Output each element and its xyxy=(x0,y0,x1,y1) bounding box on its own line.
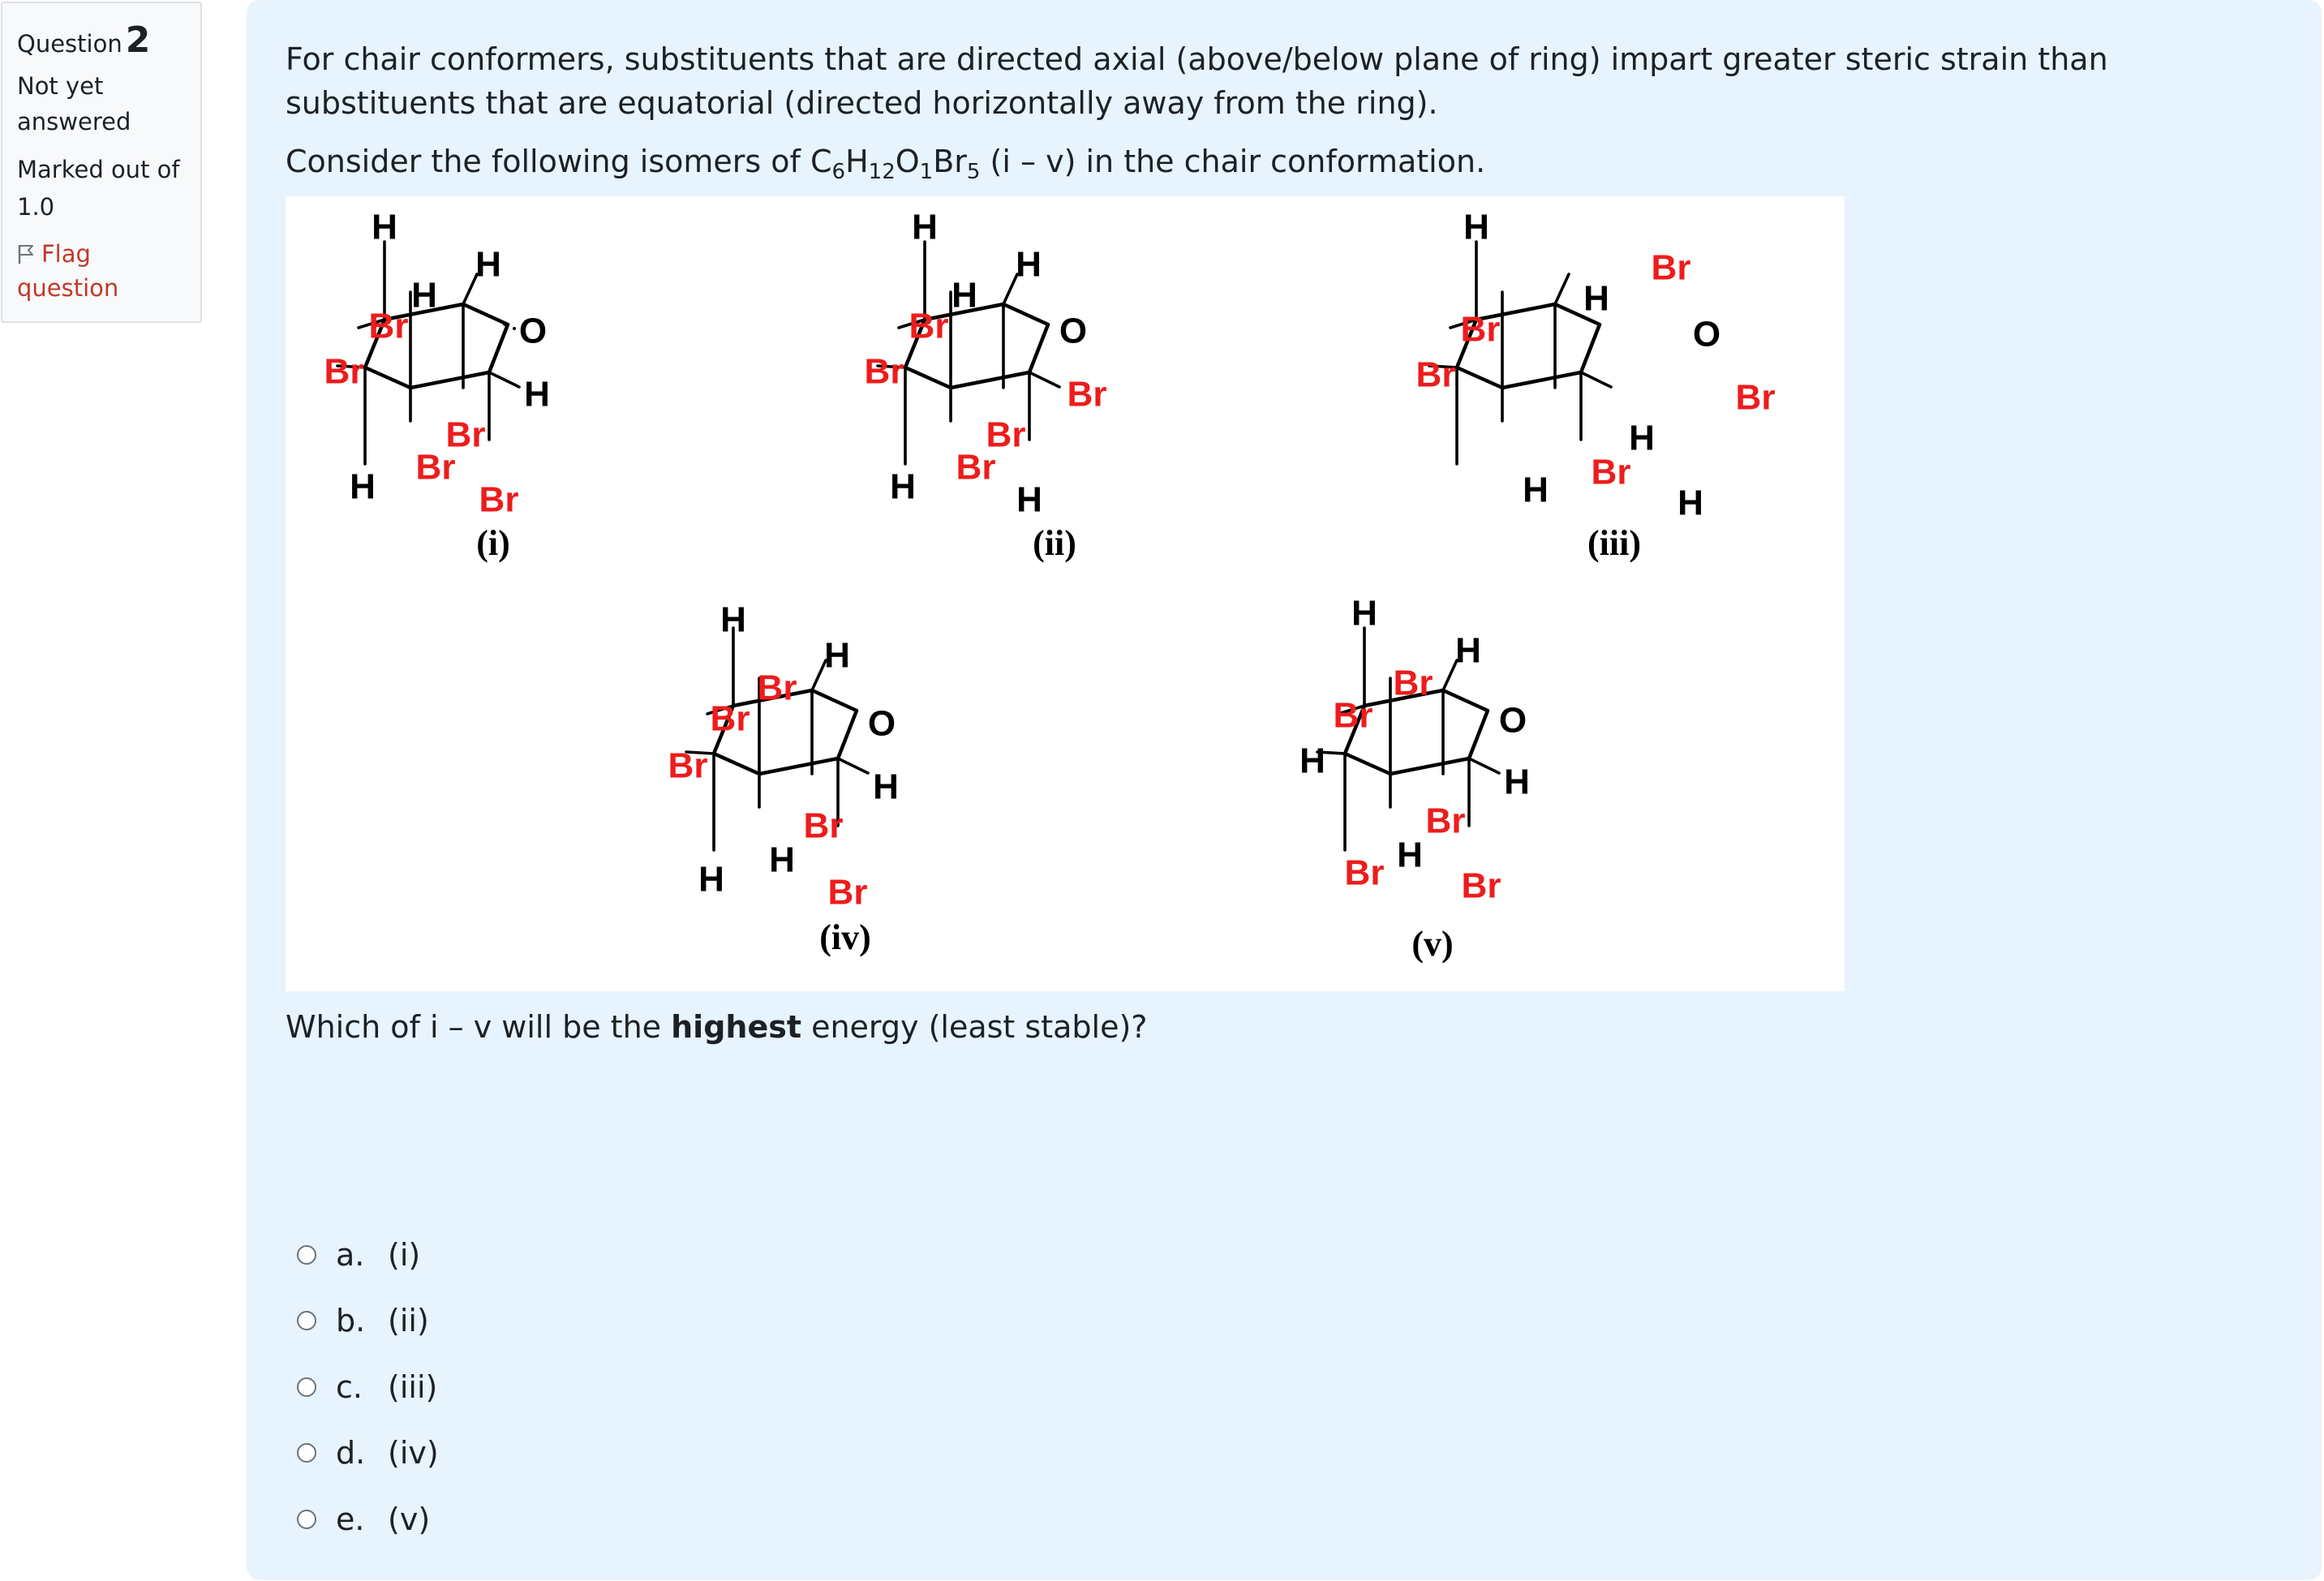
iv-atom-h-bottom: H xyxy=(698,859,724,900)
answer-text-c: (iii) xyxy=(388,1368,438,1405)
state-line-1: Not yet xyxy=(17,72,104,100)
chair-conformers-drawing xyxy=(286,196,1845,991)
flag-icon xyxy=(17,243,35,264)
iv-atom-h-upper: H xyxy=(824,635,850,676)
v-atom-br-4: Br xyxy=(1461,866,1501,906)
iii-atom-h-mid: H xyxy=(1629,418,1655,458)
iii-atom-o: O xyxy=(1692,314,1721,354)
iv-atom-br-top: Br xyxy=(757,668,797,708)
question-state xyxy=(17,68,186,140)
answer-letter-d: d. xyxy=(336,1435,366,1471)
iii-atom-br-1: Br xyxy=(1460,309,1501,350)
i-atom-h-right: H xyxy=(524,374,550,415)
answer-option-c[interactable] xyxy=(297,1354,439,1420)
formula-h: H xyxy=(845,144,869,179)
consider-text-end: (i – v) in the chair conformation. xyxy=(980,144,1486,179)
iii-atom-br-3: Br xyxy=(1591,452,1631,492)
iv-atom-h-mid: H xyxy=(769,840,795,880)
i-atom-h-upper: H xyxy=(475,244,501,285)
ii-atom-br-2: Br xyxy=(864,351,904,392)
v-atom-h-mid: H xyxy=(1397,835,1423,875)
ii-atom-h-inner: H xyxy=(952,275,977,316)
answer-letter-b: b. xyxy=(336,1303,366,1339)
v-atom-br-top: Br xyxy=(1393,663,1433,703)
answer-text-b: (ii) xyxy=(388,1303,429,1339)
v-atom-h-upper: H xyxy=(1455,630,1481,671)
iii-atom-h-bottom: H xyxy=(1523,470,1549,510)
iv-atom-br-2: Br xyxy=(668,745,708,786)
consider-text-start: Consider the following isomers of C xyxy=(286,144,832,179)
formula-o-subscript: 1 xyxy=(919,160,934,184)
v-atom-br-1: Br xyxy=(1333,695,1373,736)
isomer-label-ii: (ii) xyxy=(1033,523,1076,563)
grade-line-2: 1.0 xyxy=(17,193,55,221)
i-atom-br-5: Br xyxy=(479,479,519,520)
answer-option-b[interactable] xyxy=(297,1288,439,1355)
iii-atom-br-2: Br xyxy=(1415,354,1456,395)
ii-atom-h-top: H xyxy=(912,207,938,247)
iii-atom-br-right: Br xyxy=(1735,377,1776,418)
ii-atom-br-1: Br xyxy=(909,306,949,346)
iv-atom-h-right: H xyxy=(873,767,899,807)
answer-letter-c: c. xyxy=(336,1368,363,1405)
answer-option-d[interactable] xyxy=(297,1420,439,1487)
answer-radio-e[interactable] xyxy=(297,1510,316,1529)
i-atom-br-3: Br xyxy=(445,415,486,455)
v-atom-br-2: Br xyxy=(1425,801,1466,841)
answer-radio-c[interactable] xyxy=(297,1377,316,1397)
iii-atom-h-inner: H xyxy=(1583,278,1609,319)
question-consider-text xyxy=(286,140,2297,183)
question-intro-text: For chair conformers, substituents that are directed axial (above/below plane of ring) impart greater steric strain than substituents that are equatorial (directed horizontally away from the ring). xyxy=(286,41,2108,121)
ii-atom-br-4: Br xyxy=(956,447,996,488)
grade-line-1: Marked out of xyxy=(17,156,180,183)
ii-atom-br-right: Br xyxy=(1067,374,1107,415)
answer-letter-e: e. xyxy=(336,1501,365,1537)
isomer-label-iv: (iv) xyxy=(819,917,871,957)
answer-options xyxy=(297,1222,439,1553)
formula-br: Br xyxy=(933,144,967,179)
answer-text-a: (i) xyxy=(388,1236,421,1273)
question-info-block xyxy=(1,2,202,323)
i-atom-o: O xyxy=(518,311,548,351)
answer-radio-b[interactable] xyxy=(297,1311,316,1330)
v-atom-br-3: Br xyxy=(1344,853,1385,893)
i-atom-br-4: Br xyxy=(415,447,456,488)
iv-atom-br-1: Br xyxy=(710,698,750,739)
prompt-highlight: highest xyxy=(671,1009,802,1045)
formula-h-subscript: 12 xyxy=(868,160,896,184)
i-atom-h-top: H xyxy=(372,207,397,247)
ii-atom-br-3: Br xyxy=(986,415,1026,455)
formula-br-subscript: 5 xyxy=(966,160,981,184)
question-grade xyxy=(17,151,186,226)
answer-option-a[interactable] xyxy=(297,1222,439,1288)
flag-label-line-2: question xyxy=(17,274,119,302)
formula-o: O xyxy=(895,144,920,179)
v-atom-h-top: H xyxy=(1351,593,1377,634)
v-atom-h-right: H xyxy=(1504,762,1530,802)
iv-atom-h-top: H xyxy=(720,599,746,640)
i-atom-br-2: Br xyxy=(324,351,364,392)
prompt-text-end: energy (least stable)? xyxy=(801,1009,1148,1045)
conformer-iii xyxy=(1429,242,1611,464)
iii-atom-h-bottom-right: H xyxy=(1677,483,1703,523)
answer-option-e[interactable] xyxy=(297,1486,439,1553)
flag-label-line-1: Flag xyxy=(41,240,91,268)
question-prompt xyxy=(286,1003,1147,1051)
flag-question-link[interactable] xyxy=(17,237,186,305)
answer-radio-d[interactable] xyxy=(297,1443,316,1463)
iv-atom-br-3: Br xyxy=(803,806,844,846)
isomer-label-v: (v) xyxy=(1411,924,1454,964)
ii-atom-h-bottom: H xyxy=(890,466,916,507)
formula-c-subscript: 6 xyxy=(831,160,846,184)
isomer-label-iii: (iii) xyxy=(1587,523,1641,563)
answer-letter-a: a. xyxy=(336,1236,365,1273)
v-atom-o: O xyxy=(1498,700,1527,741)
question-label: Question xyxy=(17,30,122,58)
i-atom-h-bottom: H xyxy=(350,466,376,507)
v-atom-h-left: H xyxy=(1299,741,1325,781)
state-line-2: answered xyxy=(17,108,131,135)
iv-atom-o: O xyxy=(867,703,896,744)
iii-atom-h-top: H xyxy=(1463,207,1489,247)
iii-atom-br-top: Br xyxy=(1651,247,1691,288)
iv-atom-br-4: Br xyxy=(827,872,868,913)
answer-radio-a[interactable] xyxy=(297,1245,316,1265)
ii-atom-h-upper: H xyxy=(1016,244,1042,285)
question-number: 2 xyxy=(125,19,151,61)
i-atom-h-inner: H xyxy=(411,275,437,316)
i-atom-br-1: Br xyxy=(368,306,409,346)
question-content xyxy=(247,0,2322,1580)
answer-text-e: (v) xyxy=(388,1501,431,1537)
ii-atom-o: O xyxy=(1059,311,1088,351)
answer-text-d: (iv) xyxy=(388,1435,439,1471)
ii-atom-h-bottom-right: H xyxy=(1016,479,1042,520)
isomer-label-i: (i) xyxy=(476,523,510,563)
question-number-line xyxy=(17,21,186,60)
chair-conformers-figure xyxy=(286,196,1845,991)
prompt-text-start: Which of i – v will be the xyxy=(286,1009,672,1045)
